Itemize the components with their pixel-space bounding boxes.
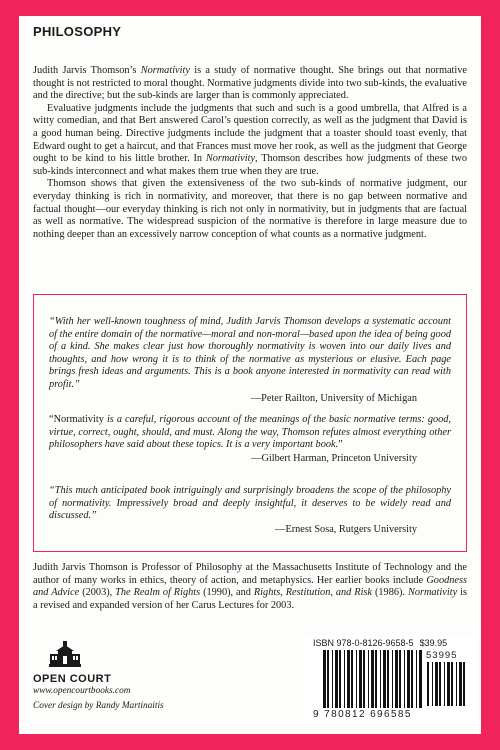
- barcode-bar: [451, 662, 453, 706]
- barcode-bar: [356, 650, 357, 708]
- isbn-number: ISBN 978-0-8126-9658-5: [313, 638, 414, 648]
- review-sosa: [49, 485, 451, 536]
- publisher-block: [33, 641, 193, 712]
- barcode-bar: [432, 662, 433, 706]
- barcode-bar: [351, 650, 353, 708]
- barcode-bar: [380, 650, 381, 708]
- barcode-bar: [363, 650, 365, 708]
- review-attribution: —Peter Railton, University of Michigan: [250, 392, 417, 404]
- cover-credit: Cover design by Randy Martinaitis: [33, 701, 164, 711]
- barcode-bar: [395, 650, 398, 708]
- back-cover: [19, 16, 481, 734]
- barcode-bar: [339, 650, 341, 708]
- publisher-website: www.opencourtbooks.com: [33, 686, 131, 696]
- price: $39.95: [419, 638, 448, 648]
- price-code: 53995: [426, 650, 458, 661]
- barcode-bar: [332, 650, 333, 708]
- barcode-bar: [419, 650, 422, 708]
- barcode-bar: [439, 662, 441, 706]
- barcode-bar: [392, 650, 393, 708]
- category-label: PHILOSOPHY: [33, 24, 122, 39]
- barcode-digits: 9 780812 696585: [313, 709, 412, 720]
- author-bio: Judith Jarvis Thomson is Professor of Philosophy at the Massachusetts Institute of Technology and the author of many works in ethics, theory of action, and metaphysics. Her earlier books include Goodness and Advice (2003), The Realm of Rights (1990), and Rights, Restitution, and Risk (1986). Normativity is a revised and expanded version of her Carus Lectures for 2003.: [33, 562, 467, 611]
- barcode-bar: [327, 650, 329, 708]
- barcode-bar: [344, 650, 345, 708]
- building-icon: [49, 641, 193, 672]
- review-harman: [49, 414, 451, 465]
- barcode-bar: [347, 650, 350, 708]
- barcode-bar: [375, 650, 377, 708]
- barcode-bar: [399, 650, 401, 708]
- book-description: [33, 65, 467, 241]
- barcode-bar: [463, 662, 465, 706]
- description-paragraph-3: Thomson shows that given the extensiveness of the two sub-kinds of normative judgment, our everyday thinking is rich in normativity, and moreover, that there is no gap between normative and factual thought—our everyday thinking is rich not only in normativity, but in judgments that are factual as well as normative. The widespread suspicion of the normative is therefore in large measure due to nothing deeper than an excessively narrow conception of what counts as a normative judgment.: [33, 178, 467, 240]
- isbn-line: [313, 638, 447, 648]
- barcode-bar: [359, 650, 362, 708]
- publisher-name: OPEN COURT: [33, 673, 112, 685]
- barcode-bar: [459, 662, 462, 706]
- barcode-bar: [427, 662, 429, 706]
- barcode-bar: [335, 650, 338, 708]
- barcode-main: [323, 650, 423, 710]
- review-quote: “Normativity is a careful, rigorous account of the meanings of the basic normative terms: good, virtue, correct, ought, should, and must. Along the way, Thomson refutes almost everything other philosophers have said about these topics. It is a very important book.”: [49, 414, 451, 451]
- barcode-bar: [368, 650, 369, 708]
- barcode-bar: [416, 650, 417, 708]
- description-paragraph-1: Judith Jarvis Thomson’s Normativity is a study of normative thought. She brings out that normative thought is not restricted to moral thought. Normative judgments divide into two sub-kinds, the evaluative and the directive; but the sub-kinds are larger than is commonly appreciated.: [33, 65, 467, 102]
- review-railton: [49, 316, 451, 405]
- barcode-bar: [411, 650, 413, 708]
- review-quote: “With her well-known toughness of mind, Judith Jarvis Thomson develops a systematic account of the entire domain of the normative—moral and non-moral—based upon the idea of being good of a kind. She makes clear just how thoroughly normativity is woven into our daily lives and thoughts, and how wrong it is to think of the normative as mysterious or elusive. Each page brings fresh ideas and arguments. This is a book anyone interested in normativity can read with profit.”: [49, 316, 451, 390]
- barcode-bar: [371, 650, 374, 708]
- barcode-bar: [447, 662, 450, 706]
- barcode-box: [305, 636, 475, 724]
- review-quote: “This much anticipated book intriguingly and surprisingly broadens the scope of the philosophy of normativity. Impressively broad and deeply insightful, it deserves to be widely read and discussed.”: [49, 485, 451, 522]
- barcode-bar: [404, 650, 405, 708]
- review-attribution: —Gilbert Harman, Princeton University: [251, 452, 417, 464]
- barcode-bar: [387, 650, 389, 708]
- barcode-bar: [383, 650, 386, 708]
- description-paragraph-2: Evaluative judgments include the judgments that such and such is a good umbrella, that Alfred is a witty comedian, and that Bert answered Carol’s question correctly, as well as the judgment that David is a good human being. Directive judgments include the judgment that a toaster should toast evenly, that Edward ought to get a haircut, and that Frances must move her rook, as well as the judgment that George ought to be kind to his little brother. In Normativity, Thomson describes how judgments of these two sub-kinds interconnect and what makes them true when they are true.: [33, 102, 468, 177]
- reviews-box: [33, 294, 467, 552]
- barcode-bar: [435, 662, 438, 706]
- barcode-bar: [323, 650, 326, 708]
- barcode-bar: [456, 662, 457, 706]
- review-attribution: —Ernest Sosa, Rutgers University: [275, 523, 417, 535]
- barcode-addon: [427, 662, 467, 708]
- barcode-bar: [444, 662, 445, 706]
- barcode-bar: [407, 650, 410, 708]
